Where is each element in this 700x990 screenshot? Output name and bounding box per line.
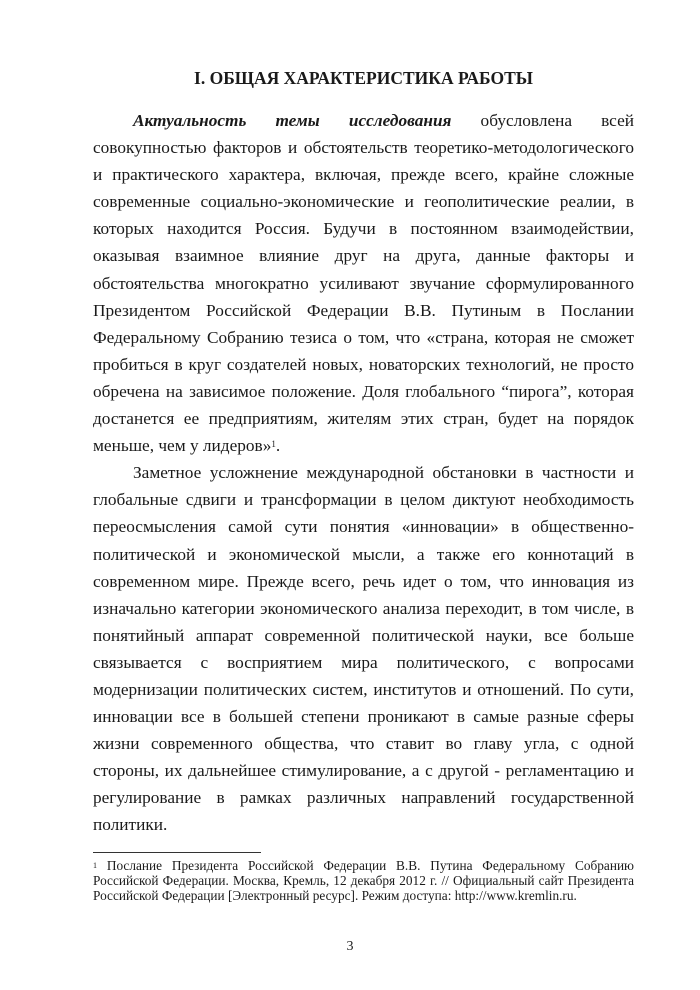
paragraph-relevance (93, 107, 634, 459)
footnote-number: 1 (93, 861, 97, 870)
body-text (93, 107, 634, 839)
footnote-text: Послание Президента Российской Федерации В.В. Путина Федеральному Собранию Российской Федерации. Москва, Кремль, 12 декабря 2012 г. // Официальный сайт Президента Российской Федерации [Электронный ресурс]. Режим доступа: http://www.kremlin.ru. (93, 858, 634, 903)
footnote (93, 858, 634, 903)
footnote-separator (93, 852, 261, 853)
footnote-reference[interactable]: 1 (271, 439, 276, 450)
paragraph-tail: . (275, 436, 281, 456)
section-heading: I. ОБЩАЯ ХАРАКТЕРИСТИКА РАБОТЫ (194, 68, 533, 88)
paragraph-text: обусловлена всей совокупностью факторов и обстоятельств теоретико-методологического и практического характера, включая, прежде всего, крайне сложные современные социально-экономические и геополитические реалии, в которых находится Россия. Будучи в постоянном взаимодействии, оказывая взаимное влияние друг на друга, данные факторы и обстоятельства многократно усиливают звучание сформулированного Президентом Российской Федерации В.В. Путиным в Послании Федеральному Собранию тезиса о том, что «страна, которая не сможет пробиться в круг создателей новых, новаторских технологий, не просто обречена на зависимое положение. Доля глобального “пирога”, которая достанется ее предприятиям, жителям этих стран, будет на порядок меньше, чем у лидеров» (93, 111, 634, 456)
paragraph-innovation: Заметное усложнение международной обстановки в частности и глобальные сдвиги и трансформации в целом диктуют необходимость переосмысления самой сути понятия «инновации» в общественно-политической и экономической мысли, а также его коннотаций в современном мире. Прежде всего, речь идет о том, что инновация из изначально категории экономического анализа переходит, в том числе, в понятийный аппарат современной политической науки, все больше связывается с восприятием мира политического, с вопросами модернизации политических систем, институтов и отношений. По сути, инновации все в большей степени проникают в самые разные сферы жизни современного общества, что ставит во главу угла, с одной стороны, их дальнейшее стимулирование, а с другой - регламентацию и регулирование в рамках различных направлений государственной политики. (93, 463, 634, 835)
paragraph-lead: Актуальность темы исследования (133, 111, 452, 130)
page-number: 3 (346, 939, 354, 954)
